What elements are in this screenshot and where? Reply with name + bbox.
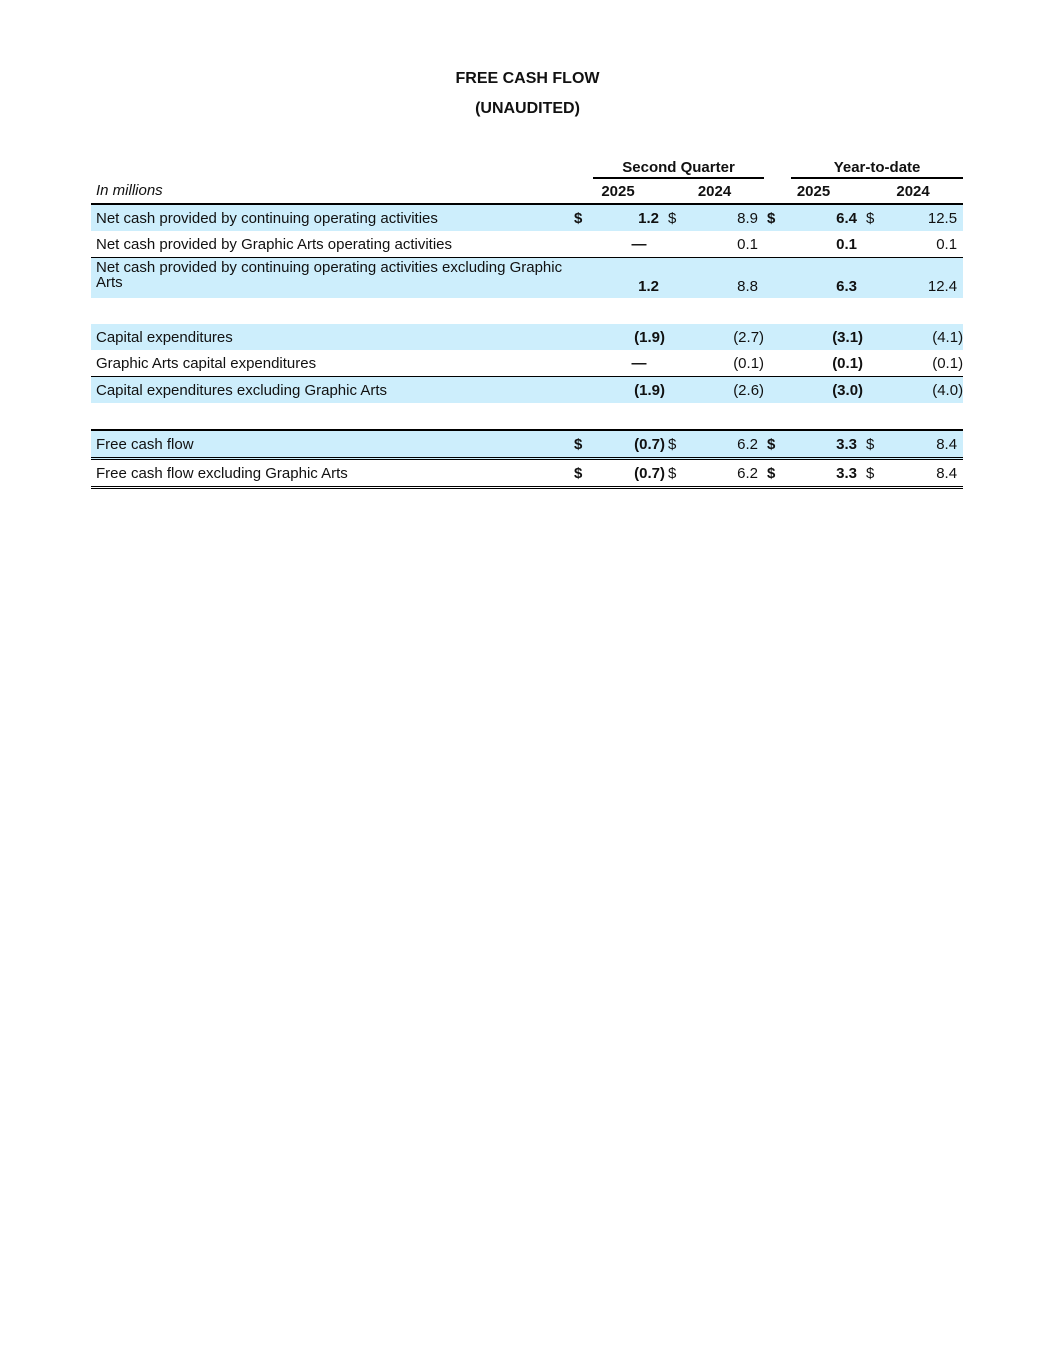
- group-header-second-quarter: Second Quarter: [593, 154, 764, 178]
- free-cash-flow-table: [91, 154, 963, 489]
- currency-symbol: $: [571, 459, 593, 488]
- spacer-row: [91, 298, 963, 324]
- row-label: Net cash provided by Graphic Arts operating activities: [96, 235, 453, 253]
- row-label: Free cash flow: [91, 430, 571, 459]
- cell-value: —: [631, 235, 647, 253]
- cell-value: 6.2: [692, 430, 764, 459]
- cell-value: (3.1): [791, 324, 863, 350]
- cell-value: (1.9): [593, 324, 665, 350]
- row-label: Capital expenditures excluding Graphic Arts: [91, 377, 571, 404]
- currency-symbol: $: [665, 430, 692, 459]
- currency-symbol: $: [571, 430, 593, 459]
- cell-value: (4.0): [891, 377, 963, 404]
- cell-value: 12.5: [891, 204, 963, 231]
- row-label: Graphic Arts capital expenditures: [96, 354, 317, 372]
- page-title: FREE CASH FLOW: [455, 70, 600, 87]
- cell-value: 3.3: [791, 430, 863, 459]
- currency-symbol: $: [665, 459, 692, 488]
- cell-value: 6.4: [791, 204, 863, 231]
- cell-value: 0.1: [836, 235, 858, 253]
- table-row: [91, 204, 963, 231]
- cell-value: (0.1): [932, 354, 964, 372]
- row-label: Free cash flow excluding Graphic Arts: [91, 459, 571, 488]
- currency-symbol: $: [764, 459, 791, 488]
- unit-label: In millions: [91, 178, 571, 204]
- cell-value: (0.7): [593, 459, 665, 488]
- row-label: Net cash provided by continuing operating activities: [91, 204, 571, 231]
- cell-value: 0.1: [936, 235, 958, 253]
- cell-value: 1.2: [593, 204, 665, 231]
- cell-value: 8.8: [692, 258, 764, 299]
- spacer-row: [91, 403, 963, 430]
- cell-value: (2.6): [692, 377, 764, 404]
- table-row: [91, 377, 963, 404]
- group-header-year-to-date: Year-to-date: [791, 154, 963, 178]
- currency-symbol: $: [764, 204, 791, 231]
- year-header: 2024: [665, 178, 764, 204]
- table-row: [91, 231, 963, 258]
- cell-value: (3.0): [791, 377, 863, 404]
- cell-value: 8.4: [891, 430, 963, 459]
- cell-value: 6.2: [692, 459, 764, 488]
- year-header: 2025: [571, 178, 665, 204]
- table-row: [91, 430, 963, 459]
- cell-value: (0.1): [832, 354, 864, 372]
- currency-symbol: $: [863, 430, 891, 459]
- currency-symbol: $: [863, 459, 891, 488]
- table-row: [91, 258, 963, 299]
- cell-value: 1.2: [593, 258, 665, 299]
- group-header-row: [91, 154, 963, 178]
- year-header: 2025: [764, 178, 863, 204]
- page-subtitle: (UNAUDITED): [475, 100, 580, 117]
- cell-value: (2.7): [692, 324, 764, 350]
- table-row: [91, 459, 963, 488]
- currency-symbol: $: [863, 204, 891, 231]
- year-header: 2024: [863, 178, 963, 204]
- cell-value: (0.7): [593, 430, 665, 459]
- row-label: Capital expenditures: [91, 324, 571, 350]
- cell-value: 8.9: [692, 204, 764, 231]
- currency-symbol: $: [764, 430, 791, 459]
- cell-value: 6.3: [791, 258, 863, 299]
- cell-value: (4.1): [891, 324, 963, 350]
- column-header-row: [91, 178, 963, 204]
- cell-value: (1.9): [593, 377, 665, 404]
- row-label: Net cash provided by continuing operating activities excluding Graphic Arts: [91, 258, 571, 299]
- cell-value: 12.4: [891, 258, 963, 299]
- table-row: [91, 324, 963, 350]
- currency-symbol: $: [665, 204, 692, 231]
- currency-symbol: $: [571, 204, 593, 231]
- table-row: [91, 350, 963, 377]
- cell-value: 0.1: [737, 235, 759, 253]
- cell-value: (0.1): [733, 354, 765, 372]
- cell-value: 8.4: [891, 459, 963, 488]
- cell-value: 3.3: [791, 459, 863, 488]
- cell-value: —: [631, 354, 647, 372]
